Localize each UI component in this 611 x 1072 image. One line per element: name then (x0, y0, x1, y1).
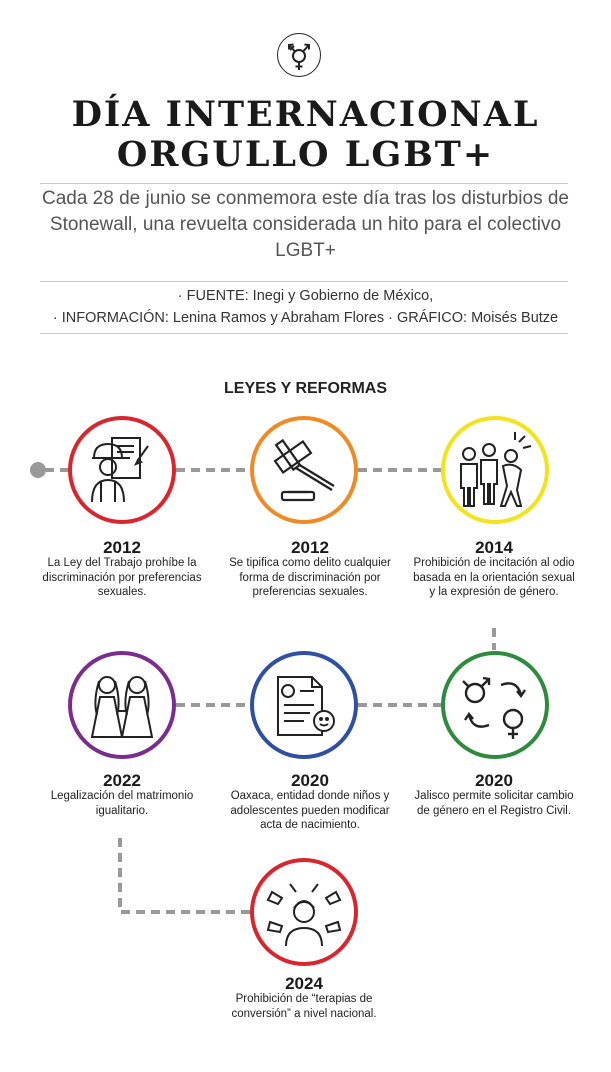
event-year: 2022 (103, 771, 141, 790)
credits-text: · INFORMACIÓN: Lenina Ramos y Abraham Flores · GRÁFICO: Moisés Butze (52, 310, 559, 326)
event-year: 2024 (285, 974, 323, 993)
page-title-line1: DÍA INTERNACIONAL (71, 94, 540, 135)
event-description: Prohibición de incitación al odio basada en la orientación sexual y la expresión de género. (413, 557, 575, 598)
event-description: Oaxaca, entidad donde niños y adolescentes pueden modificar acta de nacimiento. (230, 790, 390, 831)
event-circle (441, 651, 549, 759)
section-title: LEYES Y REFORMAS (224, 380, 387, 397)
gavel-icon (254, 420, 354, 520)
worker-contract-icon (72, 420, 172, 520)
event-year: 2012 (291, 538, 329, 557)
event-year: 2020 (291, 771, 329, 790)
event-year: 2012 (103, 538, 141, 557)
source-text: · FUENTE: Inegi y Gobierno de México, (177, 288, 434, 304)
page-title-line2: ORGULLO LGBT+ (116, 134, 495, 175)
two-brides-icon (72, 655, 172, 755)
birth-certificate-icon (254, 655, 354, 755)
event-circle (441, 416, 549, 524)
event-circle (250, 416, 358, 524)
event-year: 2020 (475, 771, 513, 790)
conversion-therapy-icon (254, 862, 354, 962)
gender-change-icon (445, 655, 545, 755)
event-circle (68, 416, 176, 524)
event-circle (250, 858, 358, 966)
subtitle: Cada 28 de junio se conmemora este día tras los disturbios de Stonewall, una revuelta considerada un hito para el colectivo LGBT+ (41, 188, 570, 261)
event-year: 2014 (475, 538, 513, 557)
event-circle (250, 651, 358, 759)
harassment-icon (445, 420, 545, 520)
event-description: La Ley del Trabajo prohíbe la discriminación por preferencias sexuales. (42, 557, 202, 598)
event-description: Prohibición de “terapias de conversión” a nivel nacional. (231, 993, 377, 1020)
event-description: Jalisco permite solicitar cambio de género en el Registro Civil. (414, 790, 574, 817)
event-circle (68, 651, 176, 759)
event-description: Legalización del matrimonio igualitario. (50, 790, 194, 817)
event-description: Se tipifica como delito cualquier forma de discriminación por preferencias sexuales. (229, 557, 391, 598)
